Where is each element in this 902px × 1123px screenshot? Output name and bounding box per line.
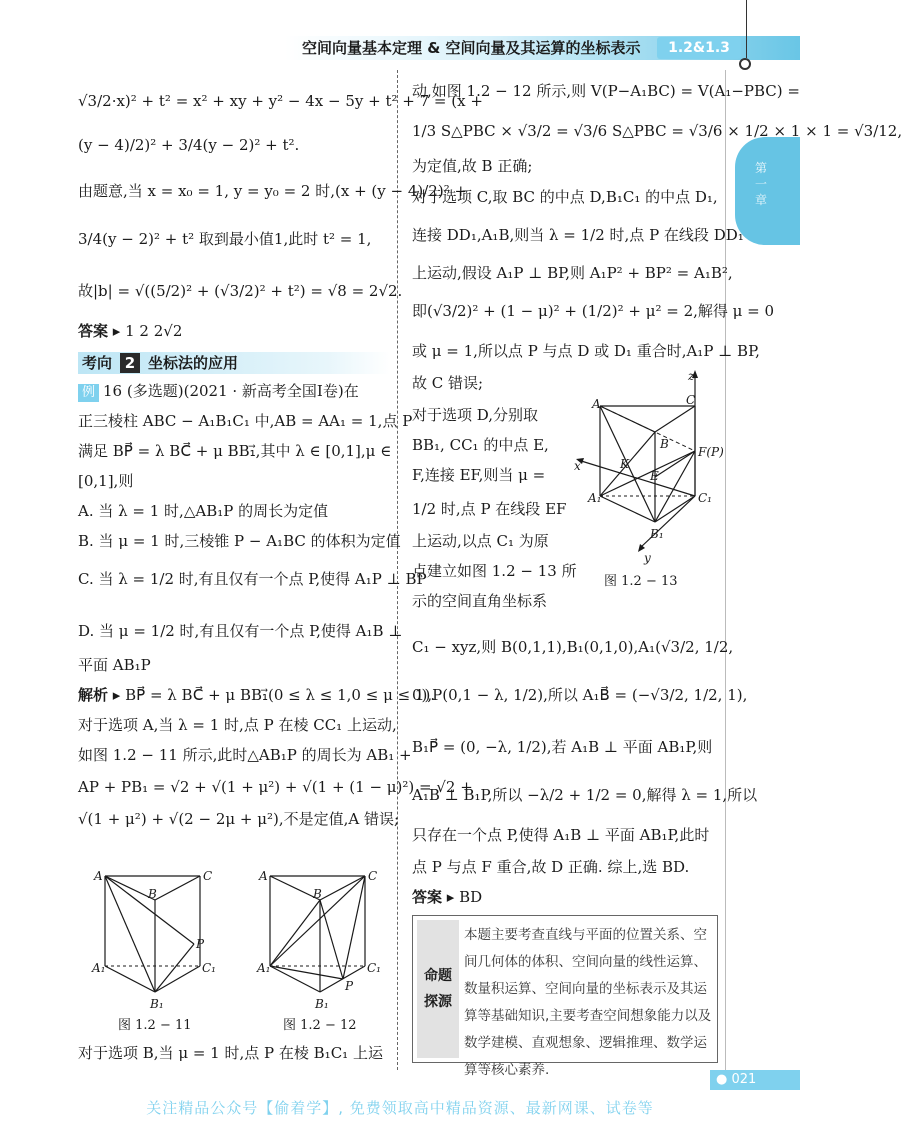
text-line: 对于选项 C,取 BC 的中点 D,B₁C₁ 的中点 D₁,	[412, 188, 718, 206]
answer-label: 答案	[78, 322, 109, 340]
svg-text:C: C	[368, 869, 378, 883]
example-line: [0,1],则	[78, 472, 134, 490]
text-line: 0),P(0,1 − λ, 1/2),所以 A₁B⃗ = (−√3/2, 1/2, 1),	[412, 686, 748, 704]
text-line: 上运动,假设 A₁P ⊥ BP,则 A₁P² + BP² = A₁B²,	[412, 264, 733, 282]
svg-text:A: A	[259, 869, 268, 883]
analysis-line: 如图 1.2 − 11 所示,此时△AB₁P 的周长为 AB₁ +	[78, 746, 412, 764]
figure-1-2-12-caption: 图 1.2 − 12	[283, 1018, 357, 1033]
svg-text:y: y	[644, 551, 651, 565]
source-text: 本题主要考查直线与平面的位置关系、空间几何体的体积、空间向量的线性运算、数量积运算、空间向量的坐标表示及其运算等基础知识,主要考查空间想象能力以及数学建模、直观想象、逻辑推理、数学运算等核心素养.	[464, 927, 712, 1078]
text-line: 故 C 错误;	[412, 374, 484, 392]
svg-text:B: B	[660, 437, 669, 451]
figure-1-2-13-caption: 图 1.2 − 13	[604, 574, 678, 589]
svg-text:A: A	[592, 397, 601, 411]
text-line: 动,如图 1.2 − 12 所示,则 V(P−A₁BC) = V(A₁−PBC) =	[412, 82, 800, 100]
svg-text:C₁: C₁	[367, 961, 381, 975]
source-label-line-2: 探源	[424, 994, 452, 1010]
option-d: D. 当 μ = 1/2 时,有且仅有一个点 P,使得 A₁B ⊥	[78, 622, 403, 640]
svg-text:P: P	[345, 979, 354, 993]
svg-text:C: C	[686, 393, 696, 407]
text-line: B₁P⃗ = (0, −λ, 1/2),若 A₁B ⊥ 平面 AB₁P,则	[412, 738, 713, 756]
text-line: 对于选项 B,当 μ = 1 时,点 P 在棱 B₁C₁ 上运	[78, 1044, 383, 1062]
hang-tag-string	[746, 0, 747, 58]
svg-text:A₁: A₁	[92, 961, 106, 975]
text-line: 点 P 与点 F 重合,故 D 正确. 综上,选 BD.	[412, 858, 690, 876]
text-line: 点建立如图 1.2 − 13 所	[412, 562, 577, 580]
svg-text:K: K	[620, 457, 629, 471]
example-number: 16	[103, 382, 123, 400]
text-line: 1/3 S△PBC × √3/2 = √3/6 S△PBC = √3/6 × 1/2 × 1 × 1 = √3/12,	[412, 122, 902, 140]
text-line: 故|b| = √((5/2)² + (√3/2)² + t²) = √8 = 2√2.	[78, 282, 403, 300]
text-line: 由题意,当 x = x₀ = 1, y = y₀ = 2 时,(x + (y − 4)/2)² +	[78, 182, 468, 200]
svg-text:B₁: B₁	[150, 997, 164, 1011]
figure-1-2-12	[255, 868, 385, 1022]
example-badge: 例	[78, 384, 99, 402]
option-a: A. 当 λ = 1 时,△AB₁P 的周长为定值	[78, 502, 329, 520]
svg-text:A: A	[94, 869, 103, 883]
kaoxiang-title: 坐标法的应用	[148, 354, 239, 372]
play-triangle-icon: ▸	[112, 686, 121, 704]
play-triangle-icon: ▸	[446, 888, 455, 906]
kaoxiang-number: 2	[120, 353, 140, 373]
kaoxiang-label: 考向	[82, 354, 113, 372]
option-b: B. 当 μ = 1 时,三棱锥 P − A₁BC 的体积为定值	[78, 532, 401, 550]
text-line: BB₁, CC₁ 的中点 E,	[412, 436, 549, 454]
chapter-side-tab-label: 第一章	[754, 161, 767, 207]
answer-value: 1 2 2√2	[125, 322, 183, 340]
example-line: 满足 BP⃗ = λ BC⃗ + μ BB₁⃗,其中 λ ∈ [0,1],μ ∈	[78, 442, 392, 460]
svg-text:B₁: B₁	[315, 997, 329, 1011]
text-line: F,连接 EF,则当 μ =	[412, 466, 546, 484]
answer-label: 答案	[412, 888, 443, 906]
svg-text:E: E	[650, 469, 659, 483]
right-margin-rule	[725, 70, 726, 1070]
answer-line	[412, 886, 482, 910]
analysis-line: √(1 + μ²) + √(2 − 2μ + μ²),不是定值,A 错误;	[78, 810, 400, 828]
footer-watermark: 关注精品公众号【偷着学】, 免费领取高中精品资源、最新网课、试卷等	[146, 1099, 654, 1117]
analysis-line: 对于选项 A,当 λ = 1 时,点 P 在棱 CC₁ 上运动,	[78, 716, 397, 734]
svg-text:x: x	[574, 459, 581, 473]
example-line: 正三棱柱 ABC − A₁B₁C₁ 中,AB = AA₁ = 1,点 P	[78, 412, 413, 430]
svg-text:F(P): F(P)	[698, 445, 724, 459]
option-d-cont: 平面 AB₁P	[78, 656, 151, 674]
text-line: 上运动,以点 C₁ 为原	[412, 532, 549, 550]
svg-text:B₁: B₁	[650, 527, 664, 541]
svg-text:B: B	[148, 887, 157, 901]
text-line: 为定值,故 B 正确;	[412, 157, 533, 175]
text-line: 或 μ = 1,所以点 P 与点 D 或 D₁ 重合时,A₁P ⊥ BP,	[412, 342, 760, 360]
text-line: 3/4(y − 2)² + t² 取到最小值1,此时 t² = 1,	[78, 230, 372, 248]
hang-tag-ring-icon	[739, 58, 751, 70]
analysis-line	[78, 684, 435, 708]
text-line: C₁ − xyz,则 B(0,1,1),B₁(0,1,0),A₁(√3/2, 1/2,	[412, 638, 734, 656]
svg-text:A₁: A₁	[588, 491, 602, 505]
page-number: ● 021	[710, 1070, 800, 1090]
text-line: 1/2 时,点 P 在线段 EF	[412, 500, 567, 518]
analysis-text: BP⃗ = λ BC⃗ + μ BB₁⃗(0 ≤ λ ≤ 1,0 ≤ μ ≤ 1).	[125, 686, 436, 704]
figure-1-2-11-caption: 图 1.2 − 11	[118, 1018, 192, 1033]
figure-1-2-11	[90, 868, 220, 1022]
source-label	[417, 920, 459, 1058]
section-code-badge: 1.2&1.3	[657, 37, 741, 59]
svg-text:C₁: C₁	[202, 961, 216, 975]
answer-line	[78, 320, 182, 344]
svg-text:C₁: C₁	[698, 491, 712, 505]
page-number-value: 021	[731, 1072, 757, 1087]
analysis-line: AP + PB₁ = √2 + √(1 + μ²) + √(1 + (1 − μ)²) = √2 +	[78, 778, 473, 796]
text-line: 只存在一个点 P,使得 A₁B ⊥ 平面 AB₁P,此时	[412, 826, 710, 844]
text-line: (y − 4)/2)² + 3/4(y − 2)² + t².	[78, 136, 300, 154]
example-heading	[78, 380, 359, 404]
text-line: 对于选项 D,分别取	[412, 406, 539, 424]
text-line: √3/2·x)² + t² = x² + xy + y² − 4x − 5y + t² + 7 = (x +	[78, 92, 483, 110]
svg-text:B: B	[313, 887, 322, 901]
text-line: 示的空间直角坐标系	[412, 592, 548, 610]
svg-text:P: P	[196, 937, 205, 951]
option-c: C. 当 λ = 1/2 时,有且仅有一个点 P,使得 A₁P ⊥ BP	[78, 570, 427, 588]
svg-text:z: z	[688, 369, 695, 383]
answer-value: BD	[459, 888, 483, 906]
figure-1-2-13	[570, 369, 724, 574]
play-triangle-icon: ▸	[112, 322, 121, 340]
text-line: 即(√3/2)² + (1 − μ)² + (1/2)² + μ² = 2,解得 μ = 0	[412, 302, 775, 320]
svg-text:C: C	[203, 869, 213, 883]
example-line: (多选题)(2021 · 新高考全国Ⅰ卷)在	[126, 382, 359, 400]
text-line: A₁B ⊥ B₁P,所以 −λ/2 + 1/2 = 0,解得 λ = 1,所以	[412, 786, 758, 804]
analysis-label: 解析	[78, 686, 109, 704]
svg-text:A₁: A₁	[257, 961, 271, 975]
source-label-line-1: 命题	[424, 968, 452, 984]
text-line: 连接 DD₁,A₁B,则当 λ = 1/2 时,点 P 在线段 DD₁	[412, 226, 744, 244]
page-header-title: 空间向量基本定理 & 空间向量及其运算的坐标表示	[302, 39, 641, 57]
